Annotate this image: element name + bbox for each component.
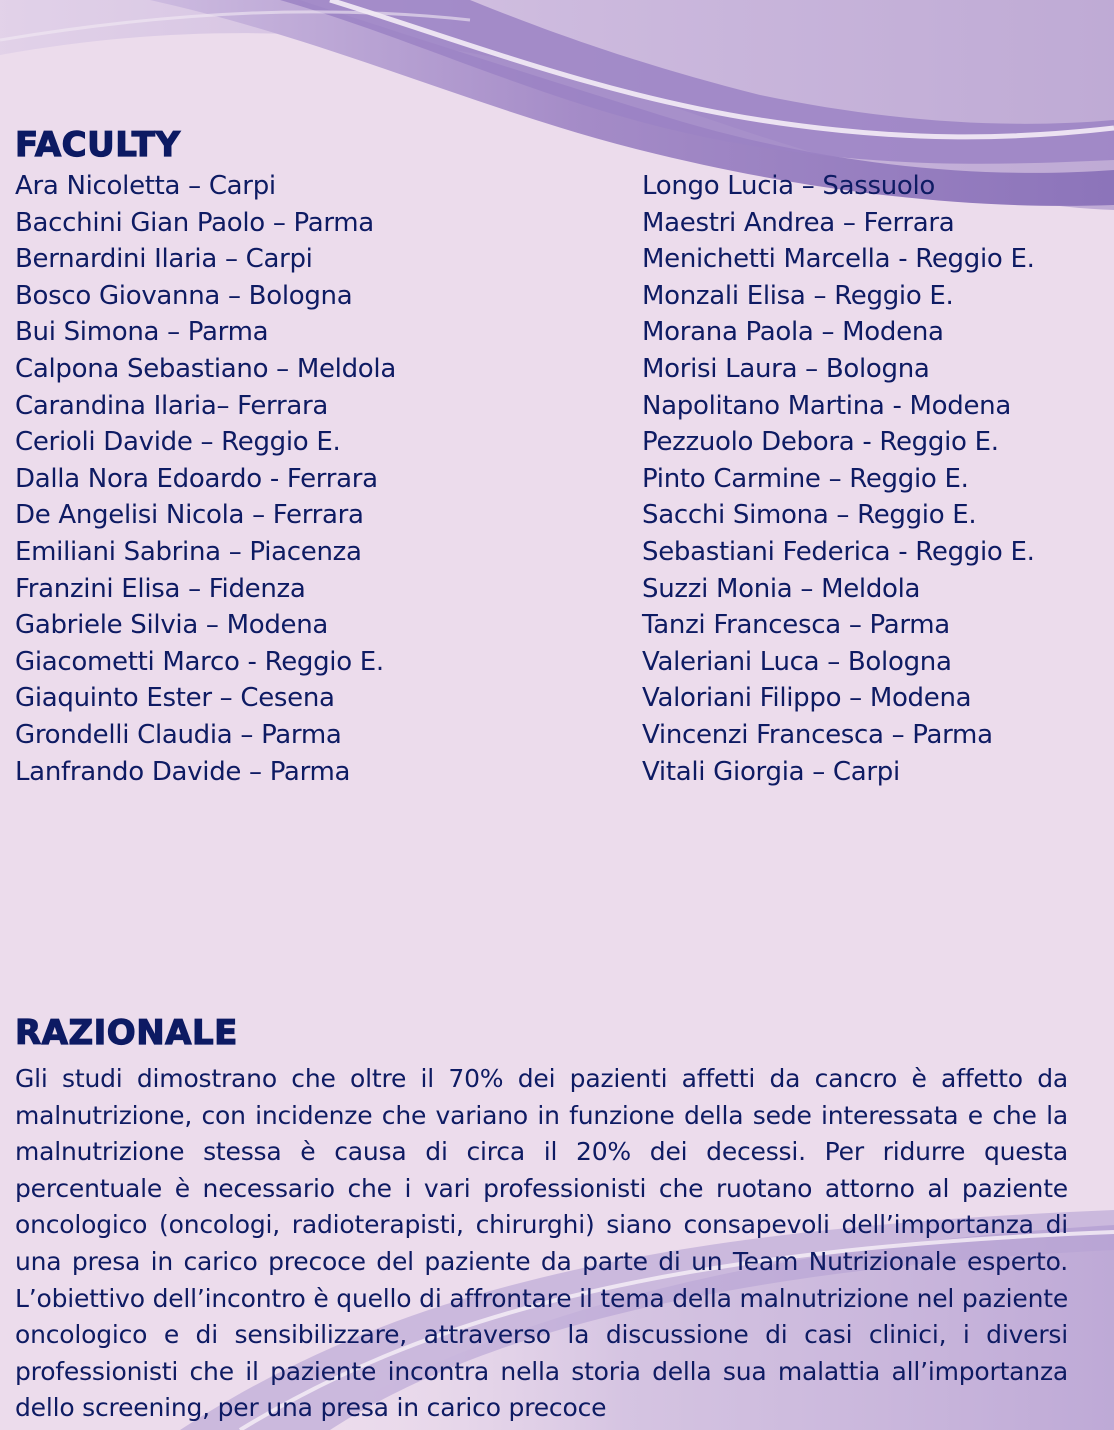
faculty-member: Sebastiani Federica - Reggio E. [642, 536, 1035, 567]
faculty-member: Pinto Carmine – Reggio E. [642, 463, 969, 494]
faculty-member: Calpona Sebastiano – Meldola [15, 353, 396, 384]
faculty-member: Pezzuolo Debora - Reggio E. [642, 427, 999, 458]
faculty-member: Bui Simona – Parma [15, 317, 269, 348]
faculty-member: Valoriani Filippo – Modena [642, 683, 972, 714]
faculty-member: Vincenzi Francesca – Parma [642, 719, 993, 750]
faculty-member: Longo Lucia – Sassuolo [642, 171, 936, 201]
faculty-member: Maestri Andrea – Ferrara [642, 207, 955, 238]
faculty-member: Giacometti Marco - Reggio E. [15, 646, 384, 677]
faculty-member: Giaquinto Ester – Cesena [15, 683, 335, 714]
faculty-member: Gabriele Silvia – Modena [15, 610, 329, 641]
faculty-member: Ara Nicoletta – Carpi [15, 171, 276, 201]
faculty-member: De Angelisi Nicola – Ferrara [15, 500, 364, 531]
faculty-list-right [642, 168, 1102, 790]
faculty-member: Carandina Ilaria– Ferrara [15, 390, 329, 421]
faculty-member: Monzali Elisa – Reggio E. [642, 280, 954, 311]
faculty-member: Grondelli Claudia – Parma [15, 719, 342, 750]
razionale-paragraph: Gli studi dimostrano che oltre il 70% dei pazienti affetti da cancro è affetto da malnutrizione, con incidenze che variano in funzione della sede interessata e che la malnutrizione stessa è causa di circa il 20% dei decessi. Per ridurre questa percentuale è necessario che i vari professionisti che ruotano attorno al paziente oncologico (oncologi, radioterapisti, chirurghi) siano consapevoli dell’importanza di una presa in carico precoce del paziente da parte di un Team Nutrizionale esperto. L’obiettivo dell’incontro è quello di affrontare il tema della malnutrizione nel paziente oncologico e di sensibilizzare, attraverso la discussione di casi clinici, i diversi professionisti che il paziente incontra nella storia della sua malattia all’importanza dello screening, per una presa in carico precoce [15, 1064, 1068, 1423]
faculty-member: Bernardini Ilaria – Carpi [15, 244, 313, 275]
faculty-member: Dalla Nora Edoardo - Ferrara [15, 463, 378, 494]
faculty-member: Emiliani Sabrina – Piacenza [15, 536, 362, 567]
faculty-member: Vitali Giorgia – Carpi [642, 756, 900, 787]
faculty-member: Napolitano Martina - Modena [642, 390, 1011, 421]
faculty-heading: FACULTY [15, 125, 181, 165]
faculty-member: Lanfrando Davide – Parma [15, 756, 351, 787]
faculty-member: Bacchini Gian Paolo – Parma [15, 207, 374, 238]
faculty-list-left [15, 168, 615, 790]
faculty-member: Tanzi Francesca – Parma [642, 610, 950, 641]
faculty-member: Morana Paola – Modena [642, 317, 944, 348]
faculty-member: Franzini Elisa – Fidenza [15, 573, 306, 604]
faculty-member: Morisi Laura – Bologna [642, 353, 930, 384]
faculty-member: Cerioli Davide – Reggio E. [15, 427, 341, 458]
faculty-member: Sacchi Simona – Reggio E. [642, 500, 977, 531]
razionale-heading: RAZIONALE [15, 1013, 238, 1053]
faculty-member: Suzzi Monia – Meldola [642, 573, 921, 604]
faculty-member: Bosco Giovanna – Bologna [15, 280, 353, 311]
faculty-member: Menichetti Marcella - Reggio E. [642, 244, 1035, 275]
faculty-member: Valeriani Luca – Bologna [642, 646, 952, 677]
